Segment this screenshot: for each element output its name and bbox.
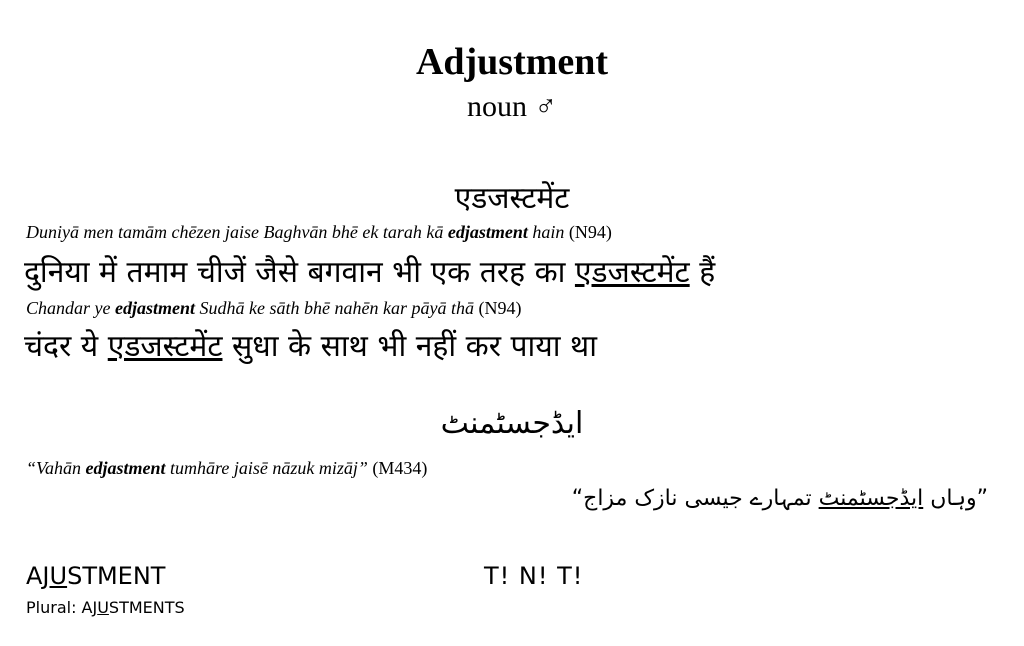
example-1-hindi [24,250,715,291]
example-3-urdu-post: تمہارے جیسی نازک مزاج“ [571,486,819,511]
example-3-transliteration [26,458,427,479]
example-2-transliteration [26,298,521,319]
example-1-roman-post: hain [527,222,565,242]
plural-post: STMENTS [108,598,185,617]
pronunciation-stress: U [49,562,68,590]
pronunciation [26,562,165,590]
example-2-roman-pre: Chandar ye [26,298,115,318]
example-1-roman-pre: Duniyā men tamām chēzen jaise Baghvān bhē ek tarah kā [26,222,448,242]
example-2-hindi-keyword: एडजस्टमेंट [107,329,223,364]
hindi-headword: एडजस्टमेंट [454,181,570,216]
example-2-source: (N94) [478,298,522,318]
example-3-source: (M434) [372,458,428,478]
example-3-urdu-pre: ”وہاں [923,486,988,511]
example-1-hindi-keyword: एडजस्टमेंट [574,255,690,290]
tone-code: T! N! T! [484,562,584,590]
pronunciation-post: STMENT [67,562,166,590]
example-1-transliteration [26,222,612,243]
example-2-hindi [24,324,597,365]
plural-stress: U [97,598,109,617]
example-2-roman-keyword: edjastment [115,298,195,318]
pronunciation-pre: AJ [26,562,50,590]
example-3-roman-keyword: edjastment [85,458,166,478]
example-2-roman-post: Sudhā ke sāth bhē nahēn kar pāyā thā [195,298,474,318]
part-of-speech: noun ♂ [467,90,557,123]
example-3-roman-post: tumhāre jaisē nāzuk mizāj” [165,458,368,478]
example-1-hindi-post: हैं [689,255,716,290]
headword: Adjustment [415,41,609,83]
plural-prefix: Plural: AJ [26,598,98,617]
example-3-roman-pre: “Vahān [26,458,86,478]
example-1-roman-keyword: edjastment [447,222,528,242]
plural-form [26,598,185,617]
example-2-hindi-pre: चंदर ये [24,329,108,364]
example-1-hindi-pre: दुनिया में तमाम चीजें जैसे बगवान भी एक तरह का [24,255,575,290]
urdu-headword: ایڈجسٹمنٹ [440,406,584,441]
example-1-source: (N94) [568,222,612,242]
example-2-hindi-post: सुधा के साथ भी नहीं कर पाया था [222,329,597,364]
example-3-urdu-keyword: ایڈجسٹمنٹ [818,486,924,511]
example-3-urdu [572,486,988,511]
